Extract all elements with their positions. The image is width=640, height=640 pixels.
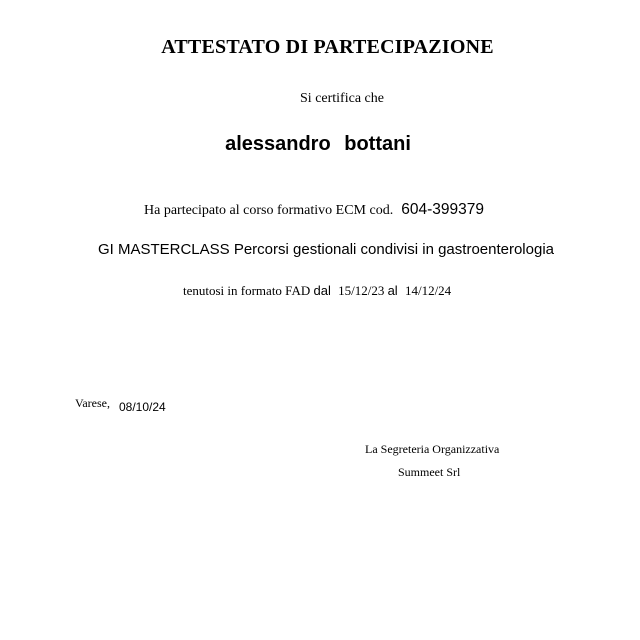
participant-last-name: bottani bbox=[344, 133, 411, 155]
certificate-title: ATTESTATO DI PARTECIPAZIONE bbox=[161, 36, 494, 58]
start-date: 15/12/23 bbox=[338, 283, 385, 298]
course-title: GI MASTERCLASS Percorsi gestionali condivisi in gastroenterologia bbox=[97, 241, 555, 258]
course-intro-row bbox=[144, 201, 484, 219]
participant-first-name: alessandro bbox=[225, 133, 331, 155]
issue-place: Varese, bbox=[75, 396, 110, 410]
course-intro: Ha partecipato al corso formativo ECM cod. bbox=[144, 203, 394, 218]
issue-date: 08/10/24 bbox=[119, 400, 166, 414]
course-code: 604-399379 bbox=[401, 201, 484, 218]
certify-text: Si certifica che bbox=[300, 91, 384, 106]
course-dates-row bbox=[183, 283, 451, 299]
from-label: dal bbox=[313, 283, 331, 298]
to-label: al bbox=[387, 283, 398, 298]
end-date: 14/12/24 bbox=[404, 283, 452, 298]
format-text: tenutosi in formato FAD bbox=[183, 283, 311, 298]
issuer-department: La Segreteria Organizzativa bbox=[365, 442, 500, 456]
issuer-company: Summeet Srl bbox=[398, 465, 461, 479]
participant-name bbox=[0, 133, 636, 156]
